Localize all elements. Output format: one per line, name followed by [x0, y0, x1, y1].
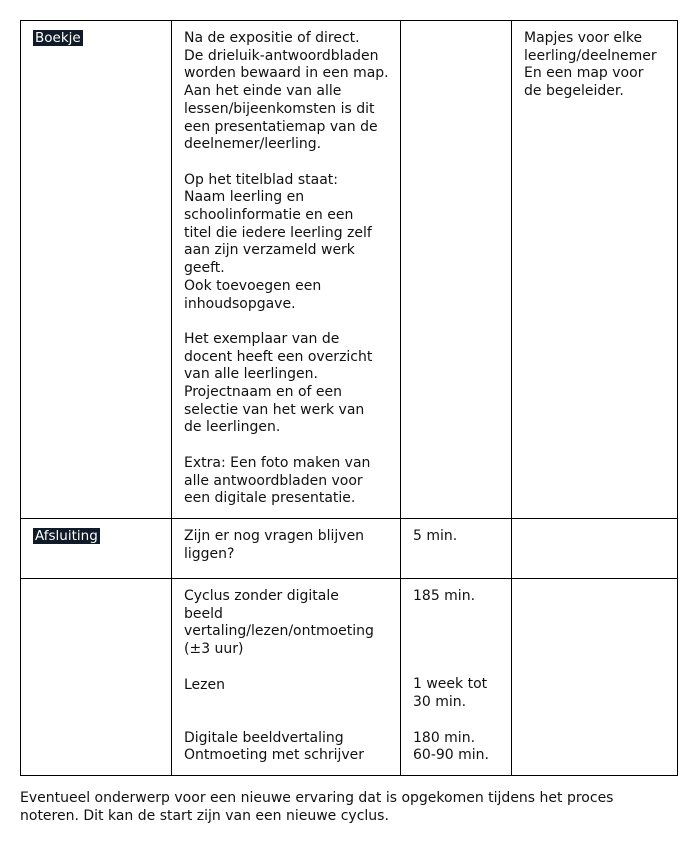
time-cell	[401, 21, 512, 519]
text-line: geeft.	[184, 260, 225, 277]
text-line: de begeleider.	[524, 83, 624, 100]
text-line: beeld	[184, 605, 223, 622]
materials-cell	[512, 579, 678, 776]
text-line: selectie van het werk van	[184, 401, 365, 418]
text-line: een digitale presentatie.	[184, 490, 356, 507]
text-line: liggen?	[184, 545, 235, 562]
text-line: leerling/deelnemer	[524, 47, 657, 64]
text-line: inhoudsopgave.	[184, 295, 296, 312]
activity-cell	[172, 21, 401, 519]
text-line: Op het titelblad staat:	[184, 171, 338, 188]
text-line: schoolinformatie en een	[184, 207, 354, 224]
phase-label: Boekje	[35, 30, 81, 46]
phase-label: Afsluiting	[35, 528, 98, 544]
text-line: Projectnaam en of een	[184, 384, 342, 401]
text-line: worden bewaard in een map.	[184, 65, 389, 82]
lesson-plan-table	[20, 20, 678, 776]
text-line: Zijn er nog vragen blijven	[184, 528, 365, 544]
text-line: titel die iedere leerling zelf	[184, 224, 372, 241]
materials-cell	[512, 21, 678, 519]
text-line: deelnemer/leerling.	[184, 136, 322, 153]
text-line: 1 week tot	[413, 676, 488, 693]
phase-cell	[21, 21, 172, 519]
text-line: Het exemplaar van de	[184, 330, 340, 347]
text-line: lessen/bijeenkomsten is dit	[184, 100, 375, 117]
text-line: Aan het einde van alle	[184, 83, 342, 100]
activity-cell	[172, 579, 401, 776]
text-line: (±3 uur)	[184, 641, 244, 658]
text-line: Na de expositie of direct.	[184, 30, 360, 46]
text-line: Ook toevoegen een	[184, 277, 322, 294]
phase-cell	[21, 519, 172, 579]
text-line: Mapjes voor elke	[524, 30, 643, 46]
text-line: docent heeft een overzicht	[184, 348, 373, 365]
text-line: aan zijn verzameld werk	[184, 242, 355, 259]
time-cell	[401, 579, 512, 776]
text-line: Digitale beeldvertaling	[184, 729, 344, 746]
row-afsluiting	[21, 519, 678, 579]
text-line: Eventueel onderwerp voor een nieuwe ervaring dat is opgekomen tijdens het proces	[20, 790, 614, 806]
text-line: Lezen	[184, 676, 226, 693]
text-line: van alle leerlingen.	[184, 366, 318, 383]
text-line: noteren. Dit kan de start zijn van een nieuwe cyclus.	[20, 807, 389, 824]
text-line: 180 min.	[413, 729, 476, 746]
materials-cell	[512, 519, 678, 579]
text-line: De drieluik-antwoordbladen	[184, 47, 379, 64]
activity-cell	[172, 519, 401, 579]
text-line: Naam leerling en	[184, 189, 305, 206]
phase-cell	[21, 579, 172, 776]
row-summary	[21, 579, 678, 776]
text-line: 30 min.	[413, 694, 467, 711]
text-line: alle antwoordbladen voor	[184, 472, 363, 489]
text-line: Extra: Een foto maken van	[184, 454, 371, 471]
text-line: En een map voor	[524, 65, 644, 82]
footer-note	[20, 790, 680, 825]
text-line: 60-90 min.	[413, 747, 489, 764]
time-cell: 5 min.	[401, 519, 512, 579]
text-line: de leerlingen.	[184, 419, 281, 436]
row-boekje	[21, 21, 678, 519]
text-line: een presentatiemap van de	[184, 118, 378, 135]
text-line: Cyclus zonder digitale	[184, 588, 339, 604]
text-line: vertaling/lezen/ontmoeting	[184, 623, 374, 640]
text-line: Ontmoeting met schrijver	[184, 747, 365, 764]
text-line: 185 min.	[413, 588, 476, 604]
